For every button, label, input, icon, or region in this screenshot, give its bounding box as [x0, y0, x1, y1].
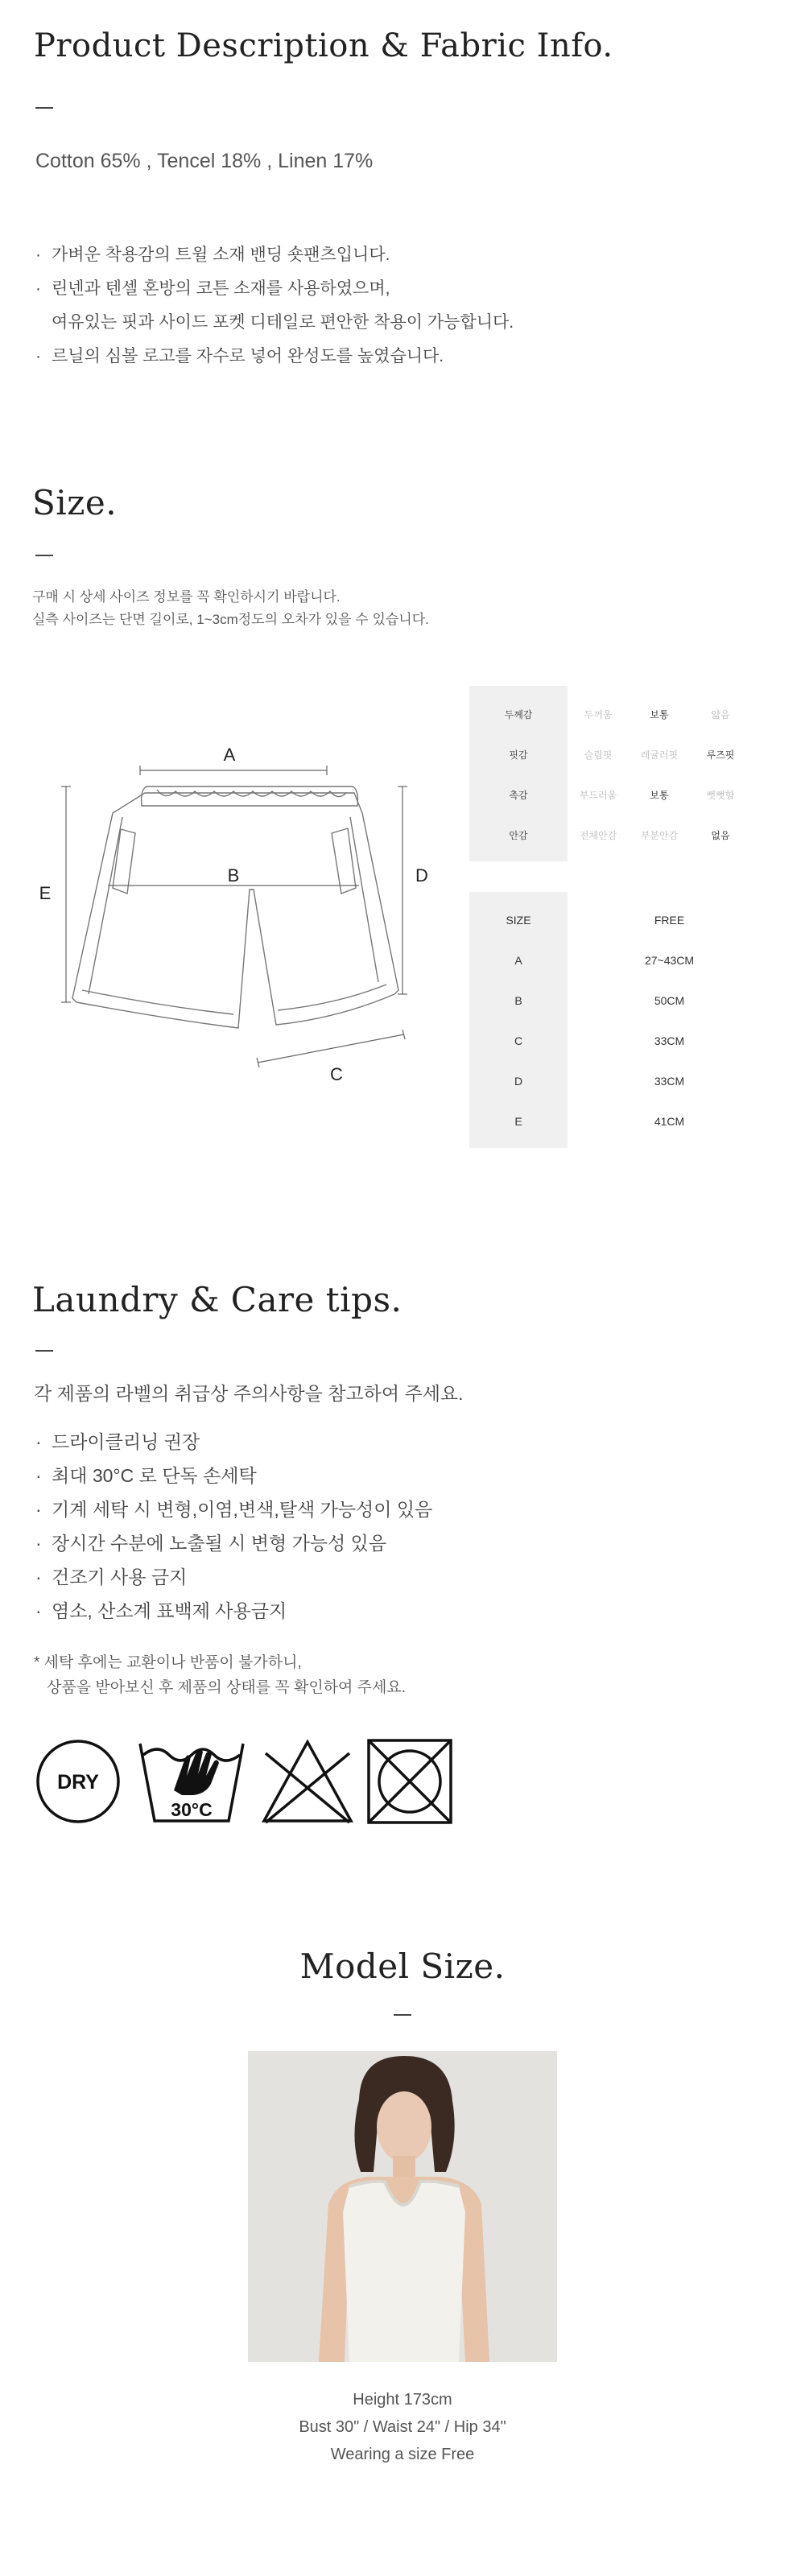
feel-option: 슬림핏 — [584, 749, 613, 761]
feel-label: 두께감 — [504, 708, 533, 720]
feel-option: 보통 — [650, 708, 669, 720]
laundry-divider — [35, 1350, 53, 1352]
size-row — [469, 940, 771, 980]
size-row-value: 50CM — [654, 994, 685, 1007]
size-row-label: A — [514, 954, 522, 967]
feel-label: 안감 — [509, 829, 528, 841]
size-row-value: 33CM — [654, 1075, 685, 1088]
dry-clean-icon — [34, 1737, 122, 1826]
size-divider — [35, 555, 53, 556]
feel-label: 핏감 — [509, 749, 528, 761]
size-table — [469, 892, 771, 1148]
feel-option: 없음 — [711, 829, 730, 841]
size-row-label: D — [514, 1075, 523, 1088]
diagram-label-d: D — [415, 865, 428, 886]
size-row-label: B — [514, 994, 522, 1007]
size-note: 구매 시 상세 사이즈 정보를 꼭 확인하시기 바랍니다. — [32, 589, 341, 605]
model-divider — [394, 2014, 411, 2016]
feel-option: 얇음 — [711, 708, 730, 720]
size-header-value: FREE — [654, 914, 685, 927]
model-title: Model Size. — [299, 1946, 506, 1986]
size-row-value: 41CM — [654, 1115, 685, 1128]
left-pocket — [113, 829, 135, 894]
model-height: Height 173cm — [353, 2391, 452, 2409]
laundry-title: Laundry & Care tips. — [32, 1280, 402, 1319]
description-title: Product Description & Fabric Info. — [34, 27, 613, 64]
model-wearing-size: Wearing a size Free — [330, 2446, 475, 2463]
laundry-bullet: · 염소, 산소계 표백제 사용금지 — [34, 1594, 432, 1628]
fabric-feel-table — [469, 686, 771, 861]
size-row — [469, 1101, 771, 1141]
size-header-label: SIZE — [506, 914, 531, 927]
diagram-label-c: C — [330, 1064, 343, 1084]
size-note: 실측 사이즈는 단면 길이로, 1~3cm정도의 오차가 있을 수 있습니다. — [32, 612, 429, 627]
size-row-value: 33CM — [654, 1034, 685, 1047]
size-row — [469, 1021, 771, 1061]
size-title: Size. — [32, 483, 118, 522]
size-row — [469, 980, 771, 1021]
size-row-label: E — [514, 1115, 522, 1128]
feel-option: 전체안감 — [579, 829, 617, 841]
feel-option: 뻣뻣함 — [706, 789, 735, 801]
no-bleach-icon — [259, 1737, 356, 1826]
laundry-bullet: · 건조기 사용 금지 — [34, 1560, 432, 1594]
laundry-bullet: · 기계 세탁 시 변형,이염,변색,탈색 가능성이 있음 — [34, 1492, 432, 1526]
feel-option: 보통 — [650, 789, 669, 801]
description-bullet: · 가벼운 착용감의 트윌 소재 밴딩 숏팬츠입니다. — [34, 238, 514, 272]
size-row-value: 27~43CM — [644, 954, 695, 967]
laundry-bullet: · 최대 30°C 로 단독 손세탁 — [34, 1459, 432, 1492]
shorts-waistband — [142, 786, 358, 806]
size-row — [469, 1061, 771, 1101]
feel-option: 두꺼움 — [584, 708, 613, 720]
shorts-size-diagram — [32, 729, 435, 1107]
size-table-header — [469, 900, 771, 940]
feel-row — [469, 694, 771, 734]
description-bullet: · 르닐의 심볼 로고를 자수로 넣어 완성도를 높였습니다. — [34, 340, 514, 374]
feel-row — [469, 734, 771, 774]
feel-label: 촉감 — [509, 789, 528, 801]
size-row-label: C — [514, 1034, 523, 1047]
laundry-bullet: · 드라이클리닝 권장 — [34, 1425, 432, 1459]
feel-row — [469, 774, 771, 815]
diagram-label-a: A — [223, 745, 236, 765]
model-measurements: Bust 30" / Waist 24" / Hip 34" — [299, 2418, 506, 2436]
no-tumble-dry-icon — [365, 1737, 454, 1826]
description-bullet-text: 린넨과 텐셀 혼방의 코튼 소재를 사용하였으며, — [52, 279, 390, 298]
model-details — [0, 2386, 805, 2468]
feel-row — [469, 815, 771, 855]
laundry-notice-line: * 세탁 후에는 교환이나 반품이 불가하니, — [34, 1654, 302, 1671]
feel-option: 레귤러핏 — [640, 749, 679, 761]
care-icons — [34, 1737, 469, 1834]
diagram-label-e: E — [39, 883, 52, 903]
hand-wash-icon — [137, 1737, 246, 1826]
description-divider — [35, 107, 53, 109]
feel-option: 부드러움 — [579, 789, 617, 801]
right-pocket — [332, 828, 356, 894]
shorts-outline — [72, 793, 398, 1028]
description-bullet-continuation: 여유있는 핏과 사이드 포켓 디테일로 편안한 착용이 가능합니다. — [52, 313, 514, 332]
fabric-composition: Cotton 65% , Tencel 18% , Linen 17% — [35, 150, 374, 172]
feel-option: 부분안감 — [640, 829, 679, 841]
size-notes — [32, 586, 429, 631]
description-bullet — [34, 272, 514, 340]
laundry-notice-line: 상품을 받아보신 후 제품의 상태를 꼭 확인하여 주세요. — [47, 1679, 407, 1696]
laundry-intro: 각 제품의 라벨의 취급상 주의사항을 참고하여 주세요. — [34, 1383, 464, 1404]
dry-clean-icon-text: DRY — [57, 1771, 99, 1794]
laundry-notice — [34, 1650, 406, 1700]
diagram-label-b: B — [227, 865, 240, 886]
laundry-bullet: · 장시간 수분에 노출될 시 변형 가능성 있음 — [34, 1526, 432, 1560]
laundry-bullets — [34, 1425, 432, 1628]
model-photo — [248, 2051, 557, 2362]
hand-wash-icon-text: 30°C — [171, 1799, 213, 1820]
description-bullets — [34, 238, 514, 374]
feel-option: 루즈핏 — [706, 749, 735, 761]
